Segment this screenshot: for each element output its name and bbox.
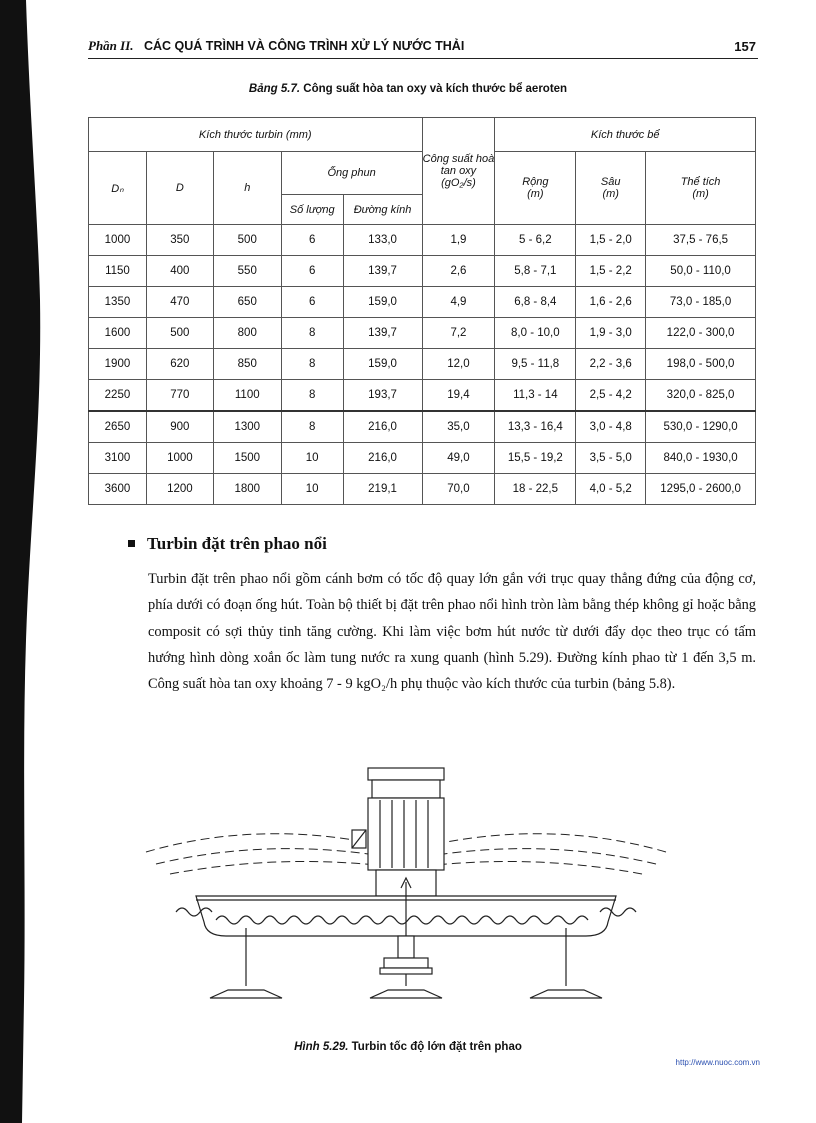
cell-so-luong: 8 <box>281 349 343 380</box>
figure-caption <box>0 1041 816 1053</box>
aeroten-table <box>88 117 756 505</box>
cell-so-luong: 8 <box>281 380 343 412</box>
cell-dn: 1600 <box>89 318 147 349</box>
page-number: 157 <box>734 39 756 54</box>
table-row <box>89 443 756 474</box>
header-rong-label: Rộng <box>522 176 549 188</box>
cell-sau: 4,0 - 5,2 <box>576 474 646 505</box>
cell-the-tich: 320,0 - 825,0 <box>646 380 756 412</box>
page-header <box>88 36 758 59</box>
cell-duong-kinh: 139,7 <box>343 318 422 349</box>
section-title: Turbin đặt trên phao nổi <box>147 534 327 553</box>
header-ong-phun: Ống phun <box>281 152 422 195</box>
cell-dn: 3600 <box>89 474 147 505</box>
cell-sau: 1,5 - 2,0 <box>576 225 646 256</box>
cell-sau: 1,6 - 2,6 <box>576 287 646 318</box>
table-caption-label: Bảng 5.7. <box>248 83 301 95</box>
cell-h: 850 <box>213 349 281 380</box>
header-rong-unit: (m) <box>527 188 544 200</box>
header-be-group: Kích thước bể <box>495 118 756 152</box>
header-the-tich-label: Thể tích <box>680 176 721 188</box>
table-row <box>89 411 756 443</box>
cell-h: 550 <box>213 256 281 287</box>
table-row <box>89 256 756 287</box>
cell-cong-suat: 7,2 <box>422 318 495 349</box>
cell-rong: 6,8 - 8,4 <box>495 287 576 318</box>
cell-sau: 3,0 - 4,8 <box>576 411 646 443</box>
cell-d: 1000 <box>146 443 213 474</box>
cell-d: 500 <box>146 318 213 349</box>
cell-so-luong: 8 <box>281 318 343 349</box>
figure-caption-label: Hình 5.29. <box>294 1041 349 1053</box>
cell-the-tich: 1295,0 - 2600,0 <box>646 474 756 505</box>
header-dn: Dₙ <box>89 152 147 225</box>
header-so-luong: Số lượng <box>281 195 343 225</box>
cell-h: 650 <box>213 287 281 318</box>
section-heading <box>128 534 327 554</box>
cell-rong: 13,3 - 16,4 <box>495 411 576 443</box>
cell-dn: 2250 <box>89 380 147 412</box>
binding-edge <box>0 0 60 1123</box>
header-sau <box>576 152 646 225</box>
cell-duong-kinh: 159,0 <box>343 287 422 318</box>
cell-rong: 15,5 - 19,2 <box>495 443 576 474</box>
cell-the-tich: 50,0 - 110,0 <box>646 256 756 287</box>
header-part: Phần II. <box>88 38 134 53</box>
cell-so-luong: 8 <box>281 411 343 443</box>
cell-cong-suat: 4,9 <box>422 287 495 318</box>
cell-the-tich: 73,0 - 185,0 <box>646 287 756 318</box>
table-caption <box>0 83 816 95</box>
table-row <box>89 474 756 505</box>
cell-so-luong: 6 <box>281 225 343 256</box>
cell-d: 470 <box>146 287 213 318</box>
cell-so-luong: 6 <box>281 287 343 318</box>
header-cs-group <box>422 118 495 225</box>
header-turbin-group: Kích thước turbin (mm) <box>89 118 423 152</box>
cell-sau: 1,9 - 3,0 <box>576 318 646 349</box>
cell-sau: 2,2 - 3,6 <box>576 349 646 380</box>
turbine-float-figure <box>136 760 676 1030</box>
header-rong <box>495 152 576 225</box>
cell-dn: 1900 <box>89 349 147 380</box>
cell-d: 900 <box>146 411 213 443</box>
cell-sau: 1,5 - 2,2 <box>576 256 646 287</box>
cell-h: 800 <box>213 318 281 349</box>
cell-the-tich: 530,0 - 1290,0 <box>646 411 756 443</box>
cell-duong-kinh: 159,0 <box>343 349 422 380</box>
cell-d: 350 <box>146 225 213 256</box>
cell-the-tich: 198,0 - 500,0 <box>646 349 756 380</box>
cell-h: 1100 <box>213 380 281 412</box>
header-h: h <box>213 152 281 225</box>
table-row <box>89 225 756 256</box>
figure-caption-text: Turbin tốc độ lớn đặt trên phao <box>351 1041 522 1053</box>
cell-so-luong: 6 <box>281 256 343 287</box>
table-row <box>89 349 756 380</box>
header-cs-unit: (gO₂/s) <box>441 177 476 189</box>
cell-cong-suat: 70,0 <box>422 474 495 505</box>
cell-rong: 8,0 - 10,0 <box>495 318 576 349</box>
cell-the-tich: 840,0 - 1930,0 <box>646 443 756 474</box>
cell-the-tich: 122,0 - 300,0 <box>646 318 756 349</box>
cell-so-luong: 10 <box>281 443 343 474</box>
table-row <box>89 318 756 349</box>
cell-rong: 11,3 - 14 <box>495 380 576 412</box>
cell-duong-kinh: 139,7 <box>343 256 422 287</box>
cell-so-luong: 10 <box>281 474 343 505</box>
cell-d: 770 <box>146 380 213 412</box>
cell-the-tich: 37,5 - 76,5 <box>646 225 756 256</box>
header-the-tich <box>646 152 756 225</box>
table-row <box>89 287 756 318</box>
cell-sau: 2,5 - 4,2 <box>576 380 646 412</box>
cell-cong-suat: 12,0 <box>422 349 495 380</box>
cell-rong: 9,5 - 11,8 <box>495 349 576 380</box>
table-caption-text: Công suất hòa tan oxy và kích thước bể aeroten <box>303 83 568 95</box>
header-the-tich-unit: (m) <box>692 188 709 200</box>
cell-duong-kinh: 216,0 <box>343 411 422 443</box>
cell-d: 1200 <box>146 474 213 505</box>
header-duong-kinh: Đường kính <box>343 195 422 225</box>
header-title: CÁC QUÁ TRÌNH VÀ CÔNG TRÌNH XỬ LÝ NƯỚC THẢI <box>144 39 465 53</box>
table-row <box>89 380 756 412</box>
cell-h: 1500 <box>213 443 281 474</box>
cell-cong-suat: 35,0 <box>422 411 495 443</box>
cell-rong: 18 - 22,5 <box>495 474 576 505</box>
cell-cong-suat: 1,9 <box>422 225 495 256</box>
cell-h: 500 <box>213 225 281 256</box>
cell-duong-kinh: 219,1 <box>343 474 422 505</box>
header-d: D <box>146 152 213 225</box>
cell-dn: 1000 <box>89 225 147 256</box>
cell-h: 1300 <box>213 411 281 443</box>
cell-sau: 3,5 - 5,0 <box>576 443 646 474</box>
cell-cong-suat: 2,6 <box>422 256 495 287</box>
cell-dn: 1150 <box>89 256 147 287</box>
cell-duong-kinh: 216,0 <box>343 443 422 474</box>
body-paragraph: Turbin đặt trên phao nổi gồm cánh bơm có tốc độ quay lớn gắn với trục quay thẳng đứng của động cơ, phía dưới có đoạn ống hút. Toàn bộ thiết bị đặt trên phao nổi hình tròn làm bằng thép không gỉ hoặc bằng composit có sợi thủy tinh tăng cường. Khi làm việc bơm hút nước từ dưới đẩy dọc theo trục có tấm hướng hình dòng xoắn ốc làm tung nước ra xung quanh (hình 5.29). Đường kính phao từ 1 đến 3,5 m. Công suất hòa tan oxy khoảng 7 - 9 kgO₂/h phụ thuộc vào kích thước của turbin (bảng 5.8). <box>148 571 756 693</box>
header-sau-unit: (m) <box>602 188 619 200</box>
cell-dn: 2650 <box>89 411 147 443</box>
header-cs-label: Công suất hoà tan oxy <box>422 153 495 177</box>
cell-duong-kinh: 193,7 <box>343 380 422 412</box>
cell-dn: 1350 <box>89 287 147 318</box>
cell-rong: 5,8 - 7,1 <box>495 256 576 287</box>
cell-d: 400 <box>146 256 213 287</box>
cell-h: 1800 <box>213 474 281 505</box>
header-sau-label: Sâu <box>600 176 621 188</box>
cell-duong-kinh: 133,0 <box>343 225 422 256</box>
cell-cong-suat: 19,4 <box>422 380 495 412</box>
cell-cong-suat: 49,0 <box>422 443 495 474</box>
cell-rong: 5 - 6,2 <box>495 225 576 256</box>
cell-dn: 3100 <box>89 443 147 474</box>
watermark-link[interactable]: http://www.nuoc.com.vn <box>675 1058 760 1067</box>
bullet-icon <box>128 540 135 547</box>
cell-d: 620 <box>146 349 213 380</box>
